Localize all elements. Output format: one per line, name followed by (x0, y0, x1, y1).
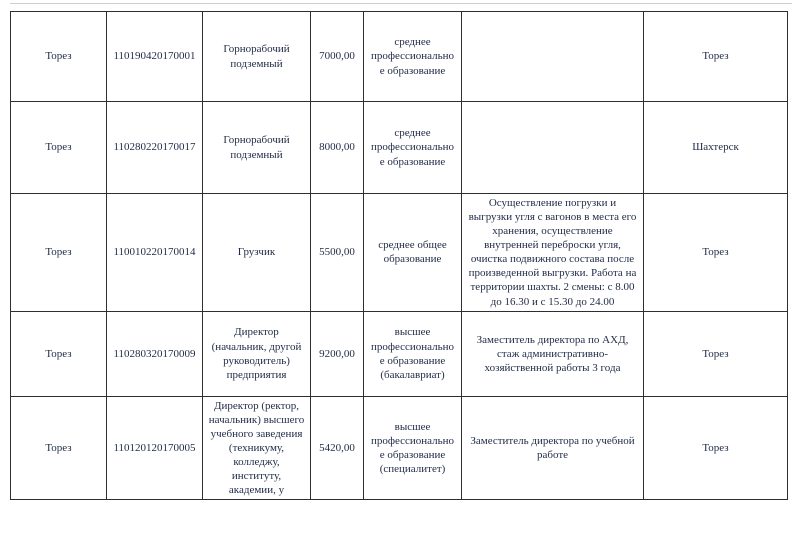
cell-details: Заместитель директора по учебной работе (462, 396, 644, 500)
cell-details (462, 12, 644, 102)
cell-position: Горнорабочий подземный (203, 102, 311, 194)
table-row (11, 102, 788, 194)
cell-education: высшее профессиональное образование (специалитет) (364, 396, 462, 500)
cell-position: Директор (ректор, начальник) высшего учебного заведения (техникуму, колледжу, институту, академии, у (203, 396, 311, 500)
cell-city: Торез (11, 12, 107, 102)
cell-position: Горнорабочий подземный (203, 12, 311, 102)
cell-details: Осуществление погрузки и выгрузки угля с вагонов в места его хранения, осуществление внутренней переброски угля, очистка подвижного состава после произведенной выгрузки. Работа на территории шахты. 2 смены: с 8.00 до 16.30 и с 15.30 до 24.00 (462, 194, 644, 312)
cell-location: Торез (644, 12, 788, 102)
cell-vacancy-id: 110120120170005 (107, 396, 203, 500)
cell-location: Торез (644, 194, 788, 312)
cell-vacancy-id: 110280320170009 (107, 311, 203, 396)
cell-vacancy-id: 110010220170014 (107, 194, 203, 312)
cell-salary: 8000,00 (311, 102, 364, 194)
table-row (11, 194, 788, 312)
cell-education: среднее профессиональное образование (364, 102, 462, 194)
cell-education: среднее профессиональное образование (364, 12, 462, 102)
cell-salary: 9200,00 (311, 311, 364, 396)
cell-education: среднее общее образование (364, 194, 462, 312)
table-row (11, 12, 788, 102)
cell-city: Торез (11, 396, 107, 500)
cell-details: Заместитель директора по АХД, стаж административно-хозяйственной работы 3 года (462, 311, 644, 396)
cell-location: Торез (644, 311, 788, 396)
cell-vacancy-id: 110280220170017 (107, 102, 203, 194)
cell-location: Торез (644, 396, 788, 500)
cell-vacancy-id: 110190420170001 (107, 12, 203, 102)
cell-position: Директор (начальник, другой руководитель) предприятия (203, 311, 311, 396)
cell-city: Торез (11, 194, 107, 312)
cell-salary: 5500,00 (311, 194, 364, 312)
cell-city: Торез (11, 102, 107, 194)
cell-salary: 7000,00 (311, 12, 364, 102)
cell-city: Торез (11, 311, 107, 396)
cell-details (462, 102, 644, 194)
vacancy-table (10, 11, 788, 500)
cell-salary: 5420,00 (311, 396, 364, 500)
previous-row-border-fragment (10, 3, 792, 4)
table-row (11, 396, 788, 500)
cell-position: Грузчик (203, 194, 311, 312)
cell-education: высшее профессиональное образование (бакалавриат) (364, 311, 462, 396)
cell-location: Шахтерск (644, 102, 788, 194)
table-row (11, 311, 788, 396)
